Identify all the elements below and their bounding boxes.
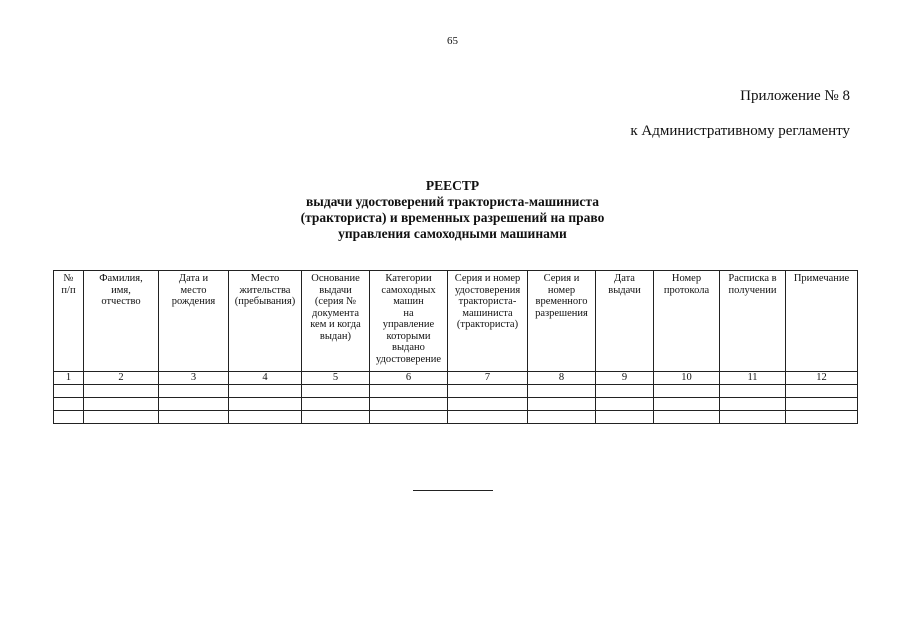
table-cell [370, 410, 448, 423]
table-cell [786, 384, 858, 397]
table-cell [720, 384, 786, 397]
table-cell [159, 397, 229, 410]
table-cell [229, 397, 302, 410]
column-header-1: № п/п [54, 271, 84, 372]
table-row [54, 384, 858, 397]
column-number-2: 2 [84, 372, 159, 385]
table-cell [54, 397, 84, 410]
table-cell [448, 384, 528, 397]
table-cell [654, 410, 720, 423]
appendix-label: Приложение № 8 [740, 88, 850, 104]
table-cell [596, 397, 654, 410]
table-cell [54, 384, 84, 397]
column-header-11: Расписка в получении [720, 271, 786, 372]
column-number-5: 5 [302, 372, 370, 385]
column-header-7: Серия и номер удостоверения тракториста- машиниста (тракториста) [448, 271, 528, 372]
title-line-2: (тракториста) и временных разрешений на право [300, 210, 605, 225]
table-cell [786, 410, 858, 423]
column-header-2: Фамилия, имя, отчество [84, 271, 159, 372]
table-cell [596, 410, 654, 423]
table-cell [596, 384, 654, 397]
column-number-3: 3 [159, 372, 229, 385]
column-number-1: 1 [54, 372, 84, 385]
registry-table [53, 270, 858, 424]
table-cell [448, 410, 528, 423]
table-cell [786, 397, 858, 410]
column-number-12: 12 [786, 372, 858, 385]
column-header-5: Основание выдачи (серия № документа кем и когда выдан) [302, 271, 370, 372]
column-number-10: 10 [654, 372, 720, 385]
table-cell [229, 384, 302, 397]
table-cell [370, 397, 448, 410]
table-cell [84, 397, 159, 410]
table-cell [528, 410, 596, 423]
table-cell [654, 384, 720, 397]
table-row [54, 397, 858, 410]
table-cell [528, 384, 596, 397]
table-cell [370, 384, 448, 397]
table-cell [302, 397, 370, 410]
table-cell [720, 397, 786, 410]
column-header-4: Место жительства (пребывания) [229, 271, 302, 372]
title-line-3: управления самоходными машинами [338, 226, 567, 241]
table-cell [654, 397, 720, 410]
column-header-12: Примечание [786, 271, 858, 372]
table-cell [302, 384, 370, 397]
table-cell [302, 410, 370, 423]
column-header-9: Дата выдачи [596, 271, 654, 372]
table-cell [448, 397, 528, 410]
table-number-row [54, 372, 858, 385]
table-header-row [54, 271, 858, 372]
regulation-label: к Административному регламенту [630, 123, 850, 139]
column-number-7: 7 [448, 372, 528, 385]
document-title [0, 178, 905, 242]
table-cell [720, 410, 786, 423]
footer-rule [413, 490, 493, 491]
table-cell [84, 410, 159, 423]
table-cell [84, 384, 159, 397]
column-number-4: 4 [229, 372, 302, 385]
column-header-10: Номер протокола [654, 271, 720, 372]
table-row [54, 410, 858, 423]
table-cell [528, 397, 596, 410]
column-number-6: 6 [370, 372, 448, 385]
column-number-9: 9 [596, 372, 654, 385]
column-header-3: Дата и место рождения [159, 271, 229, 372]
title-line-1: выдачи удостоверений тракториста-машиниста [306, 194, 599, 209]
page-number: 65 [447, 35, 458, 47]
table-cell [54, 410, 84, 423]
column-header-8: Серия и номер временного разрешения [528, 271, 596, 372]
title-main: РЕЕСТР [425, 178, 480, 193]
table-cell [229, 410, 302, 423]
table-cell [159, 410, 229, 423]
table-cell [159, 384, 229, 397]
column-number-8: 8 [528, 372, 596, 385]
column-number-11: 11 [720, 372, 786, 385]
column-header-6: Категории самоходных машин на управление которыми выдано удостоверение [370, 271, 448, 372]
